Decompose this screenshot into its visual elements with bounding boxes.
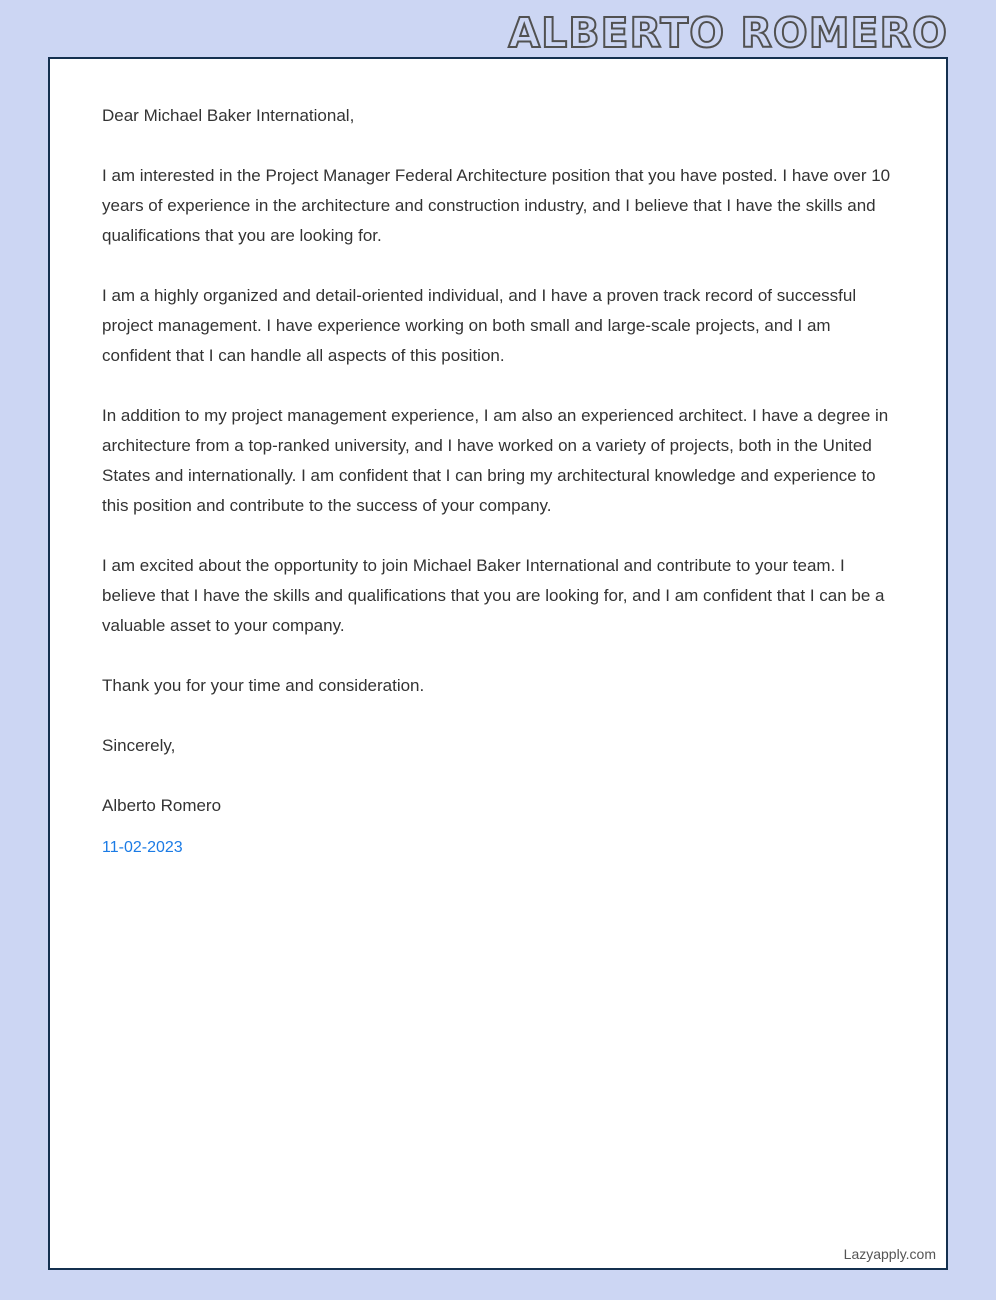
signature-name: Alberto Romero [102, 796, 222, 815]
paragraph-thanks: Thank you for your time and consideration. [102, 676, 425, 695]
footer-watermark: Lazyapply.com [843, 1246, 936, 1262]
letter-date: 11-02-2023 [102, 839, 183, 856]
paragraph-excited: I am excited about the opportunity to join Michael Baker International and contribute to your team. I believe that I have the skills and qualifications that you are looking for, and I am confident that I can be a valuable asset to your company. [102, 556, 885, 635]
letter-body [50, 59, 946, 863]
letter-page [48, 57, 948, 1270]
paragraph-architect: In addition to my project management experience, I am also an experienced architect. I have a degree in architecture from a top-ranked university, and I have worked on a variety of projects, both in the United States and internationally. I am confident that I can bring my architectural knowledge and experience to this position and contribute to the success of your company. [102, 406, 889, 515]
salutation: Dear Michael Baker International, [102, 106, 355, 125]
page-header [48, 0, 948, 57]
paragraph-organized: I am a highly organized and detail-oriented individual, and I have a proven track record of successful project management. I have experience working on both small and large-scale projects, and I am confident that I can handle all aspects of this position. [102, 286, 857, 365]
paragraph-interest: I am interested in the Project Manager Federal Architecture position that you have posted. I have over 10 years of experience in the architecture and construction industry, and I believe that I have the skills and qualifications that you are looking for. [102, 166, 891, 245]
closing: Sincerely, [102, 736, 176, 755]
header-name: ALBERTO ROMERO [508, 9, 948, 57]
